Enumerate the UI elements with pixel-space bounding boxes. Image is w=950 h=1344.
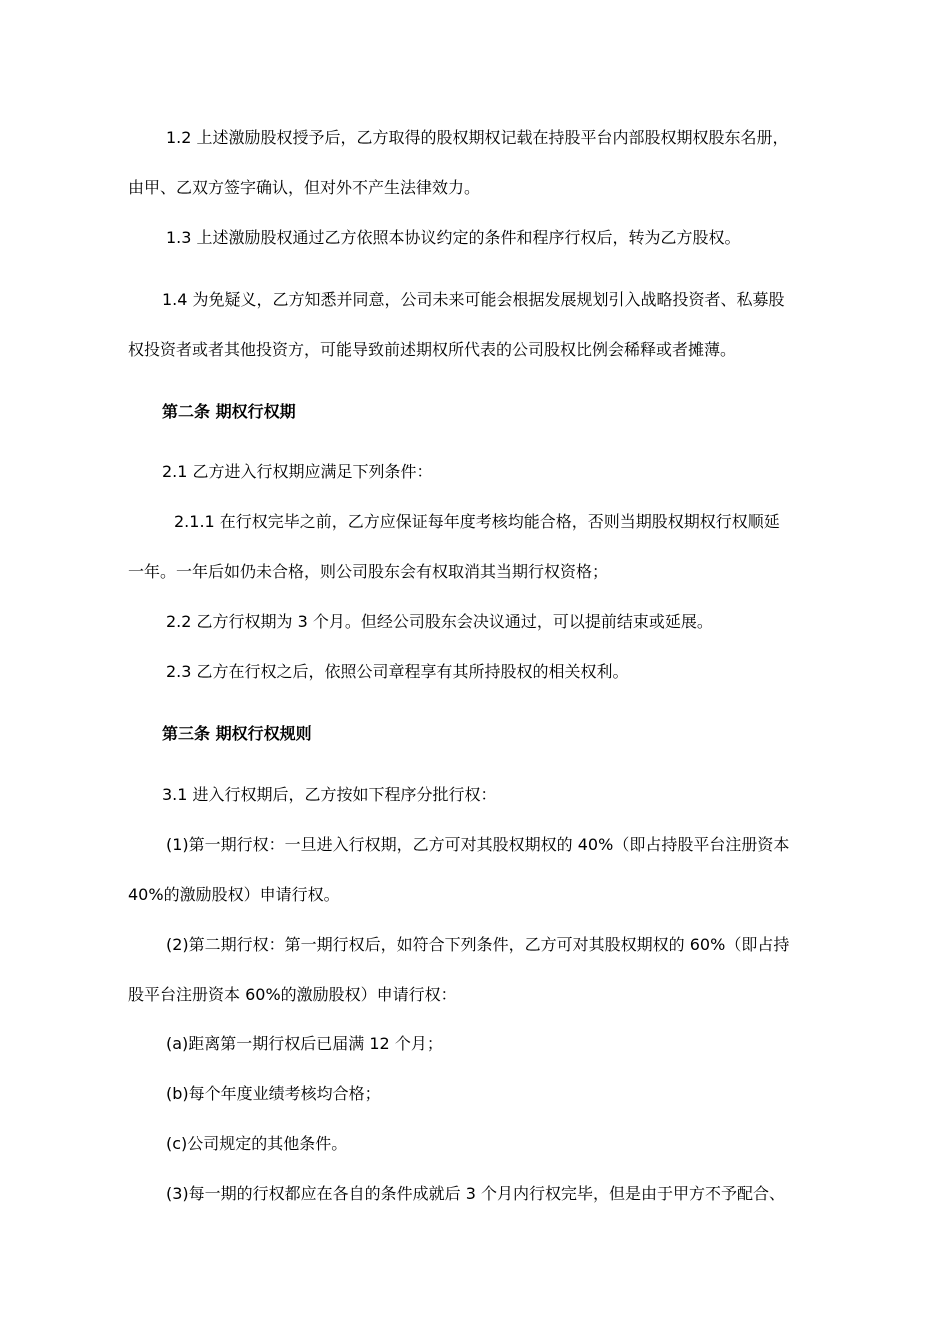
condition-a: (a)距离第一期行权后已届满 12 个月； bbox=[166, 1034, 443, 1053]
clause-2-3: 2.3 乙方在行权之后，依照公司章程享有其所持股权的相关权利。 bbox=[166, 662, 629, 681]
clause-2-1: 2.1 乙方进入行权期应满足下列条件： bbox=[162, 462, 433, 481]
clause-3-1-1-line-2: 40%的激励股权）申请行权。 bbox=[128, 885, 340, 904]
condition-b: (b)每个年度业绩考核均合格； bbox=[166, 1084, 381, 1103]
clause-2-1-1-line-2: 一年。一年后如仍未合格，则公司股东会有权取消其当期行权资格； bbox=[128, 562, 609, 581]
clause-2-2: 2.2 乙方行权期为 3 个月。但经公司股东会决议通过，可以提前结束或延展。 bbox=[166, 612, 713, 631]
clause-3-1-3-line-1: (3)每一期的行权都应在各自的条件成就后 3 个月内行权完毕，但是由于甲方不予配合、 bbox=[166, 1184, 786, 1203]
article-3-heading: 第三条 期权行权规则 bbox=[162, 724, 312, 743]
clause-1-2-line-2: 由甲、乙双方签字确认，但对外不产生法律效力。 bbox=[128, 178, 481, 197]
clause-3-1-1-line-1: (1)第一期行权：一旦进入行权期，乙方可对其股权期权的 40%（即占持股平台注册资本 bbox=[166, 835, 790, 854]
clause-3-1: 3.1 进入行权期后，乙方按如下程序分批行权： bbox=[162, 785, 497, 804]
article-2-heading: 第二条 期权行权期 bbox=[162, 402, 296, 421]
condition-c: (c)公司规定的其他条件。 bbox=[166, 1134, 348, 1153]
clause-3-1-2-line-1: (2)第二期行权：第一期行权后，如符合下列条件，乙方可对其股权期权的 60%（即占持 bbox=[166, 935, 790, 954]
clause-1-2-line-1: 1.2 上述激励股权授予后，乙方取得的股权期权记载在持股平台内部股权期权股东名册， bbox=[166, 128, 789, 147]
clause-1-4-line-1: 1.4 为免疑义，乙方知悉并同意，公司未来可能会根据发展规划引入战略投资者、私募股 bbox=[162, 290, 785, 309]
clause-3-1-2-line-2: 股平台注册资本 60%的激励股权）申请行权： bbox=[128, 985, 457, 1004]
clause-1-3: 1.3 上述激励股权通过乙方依照本协议约定的条件和程序行权后，转为乙方股权。 bbox=[166, 228, 741, 247]
clause-1-4-line-2: 权投资者或者其他投资方，可能导致前述期权所代表的公司股权比例会稀释或者摊薄。 bbox=[128, 340, 737, 359]
clause-2-1-1-line-1: 2.1.1 在行权完毕之前，乙方应保证每年度考核均能合格，否则当期股权期权行权顺延 bbox=[174, 512, 780, 531]
